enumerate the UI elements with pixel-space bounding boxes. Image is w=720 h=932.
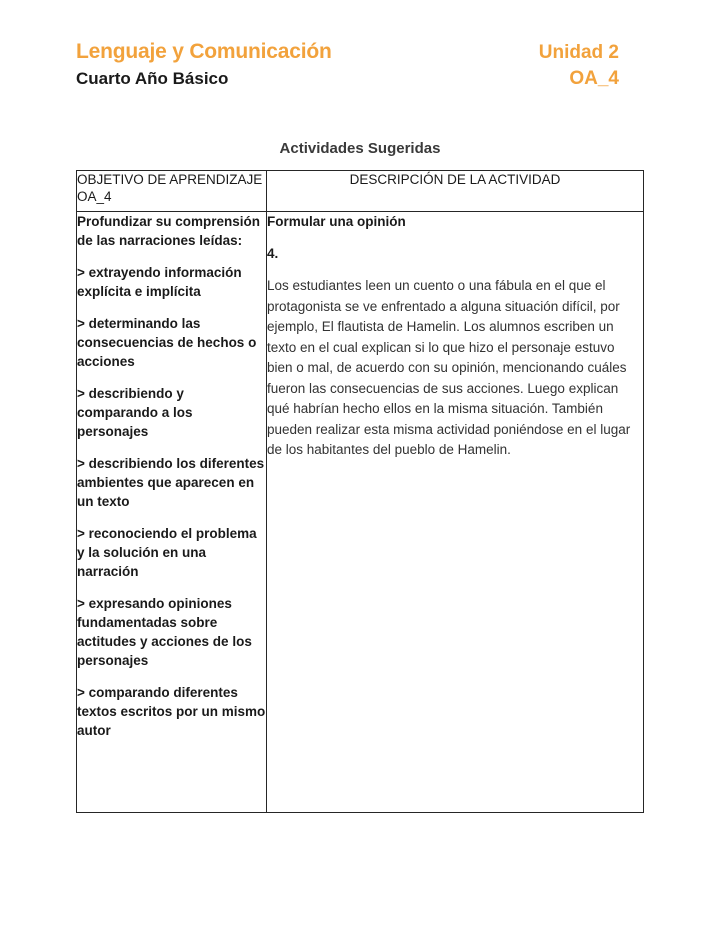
objective-column-header: OBJETIVO DE APRENDIZAJE OA_4 [77,171,267,212]
activity-heading: Formular una opinión [267,214,406,229]
objective-item: > determinando las consecuencias de hechos o acciones [77,316,257,369]
table-body [77,212,644,813]
description-cell [267,212,644,813]
header-row-primary [76,40,619,64]
objective-cell [77,212,267,813]
objective-item: > expresando opiniones fundamentadas sobre actitudes y acciones de los personajes [77,596,252,668]
grade-title: Cuarto Año Básico [76,69,229,88]
activity-number: 4. [267,246,279,261]
oa-code-label: OA_4 [569,68,619,89]
activity-body-text: Los estudiantes leen un cuento o una fábula en el que el protagonista se ve enfrentado a alguna situación difícil, por ejemplo, El flautista de Hamelin. Los alumnos escriben un texto en el cual explican si lo que hizo el personaje estuvo bien o mal, de acuerdo con su opinión, mencionando cuáles fueron las consecuencias de sus acciones. Luego explican qué habrían hecho ellos en la misma situación. También pueden realizar esta misma actividad poniéndose en el lugar de los habitantes del pueblo de Hamelin. [267,278,631,457]
objective-intro: Profundizar su comprensión de las narraciones leídas: [77,214,261,248]
objective-item: > describiendo y comparando a los personajes [77,386,193,439]
document-header [76,40,619,90]
section-title: Actividades Sugeridas [279,140,441,157]
objective-item: > extrayendo información explícita e implícita [77,265,242,299]
unit-label: Unidad 2 [538,42,619,63]
description-column-header: DESCRIPCIÓN DE LA ACTIVIDAD [267,171,644,212]
table-header-row [77,171,644,212]
objective-item: > describiendo los diferentes ambientes que aparecen en un texto [77,456,265,509]
activities-table [76,170,644,813]
table-row [77,212,644,813]
header-row-secondary [76,68,619,90]
objective-item: > reconociendo el problema y la solución en una narración [77,526,257,579]
objective-item: > comparando diferentes textos escritos por un mismo autor [77,685,266,738]
subject-title: Lenguaje y Comunicación [76,40,332,63]
table-head [77,171,644,212]
